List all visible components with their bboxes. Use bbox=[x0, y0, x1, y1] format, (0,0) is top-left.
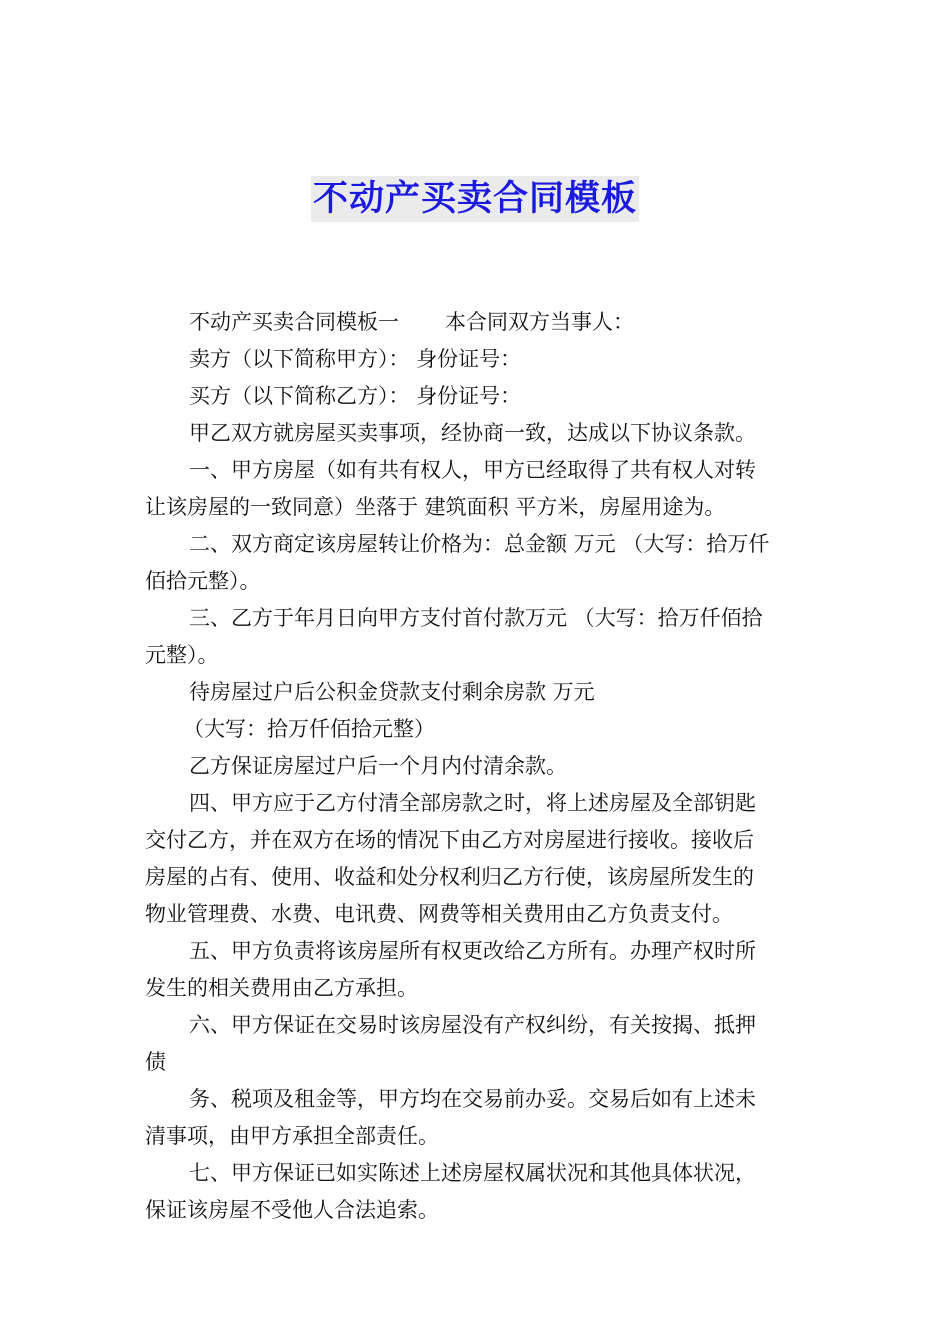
paragraph-line: 务、税项及租金等，甲方均在交易前办妥。交易后如有上述未 bbox=[189, 1087, 756, 1111]
paragraph-line: 让该房屋的一致同意）坐落于 建筑面积 平方米，房屋用途为。 bbox=[145, 495, 726, 519]
paragraph-line: 佰拾元整）。 bbox=[145, 569, 261, 593]
paragraph-line: 债 bbox=[145, 1050, 166, 1074]
document-title: 不动产买卖合同模板 bbox=[311, 176, 639, 222]
paragraph-line: 甲乙双方就房屋买卖事项，经协商一致，达成以下协议条款。 bbox=[189, 421, 756, 445]
template-label: 不动产买卖合同模板一 bbox=[189, 310, 399, 334]
paragraph-line: 交付乙方，并在双方在场的情况下由乙方对房屋进行接收。接收后 bbox=[145, 828, 754, 852]
paragraph-line bbox=[145, 304, 807, 341]
paragraph-line: 一、甲方房屋（如有共有权人，甲方已经取得了共有权人对转 bbox=[189, 458, 756, 482]
parties-label: 本合同双方当事人： bbox=[445, 310, 634, 334]
paragraph-line: 乙方保证房屋过户后一个月内付清余款。 bbox=[189, 754, 567, 778]
paragraph-line: 待房屋过户后公积金贷款支付剩余房款 万元 bbox=[189, 680, 595, 704]
document-body bbox=[145, 304, 807, 1229]
paragraph-line: 五、甲方负责将该房屋所有权更改给乙方所有。办理产权时所 bbox=[189, 939, 756, 963]
paragraph-line: 元整）。 bbox=[145, 643, 219, 667]
paragraph-line: 房屋的占有、使用、收益和处分权利归乙方行使，该房屋所发生的 bbox=[145, 865, 754, 889]
paragraph-line: 买方（以下简称乙方）： 身份证号： bbox=[189, 384, 522, 408]
paragraph-line: 四、甲方应于乙方付清全部房款之时，将上述房屋及全部钥匙 bbox=[189, 791, 756, 815]
paragraph-line: 六、甲方保证在交易时该房屋没有产权纠纷，有关按揭、抵押 bbox=[189, 1013, 756, 1037]
title-wrap bbox=[0, 176, 950, 222]
paragraph-line: 三、乙方于年月日向甲方支付首付款万元 （大写：拾万仟佰拾 bbox=[189, 606, 763, 630]
paragraph-line: （大写：拾万仟佰拾元整） bbox=[183, 717, 435, 741]
paragraph-line: 卖方（以下简称甲方）： 身份证号： bbox=[189, 347, 522, 371]
paragraph-line: 保证该房屋不受他人合法追索。 bbox=[145, 1198, 439, 1222]
paragraph-line: 发生的相关费用由乙方承担。 bbox=[145, 976, 418, 1000]
paragraph-line: 物业管理费、水费、电讯费、网费等相关费用由乙方负责支付。 bbox=[145, 902, 733, 926]
paragraph-line: 清事项，由甲方承担全部责任。 bbox=[145, 1124, 439, 1148]
paragraph-line: 七、甲方保证已如实陈述上述房屋权属状况和其他具体状况， bbox=[189, 1161, 756, 1185]
paragraph-line: 二、双方商定该房屋转让价格为：总金额 万元 （大写：拾万仟 bbox=[189, 532, 770, 556]
